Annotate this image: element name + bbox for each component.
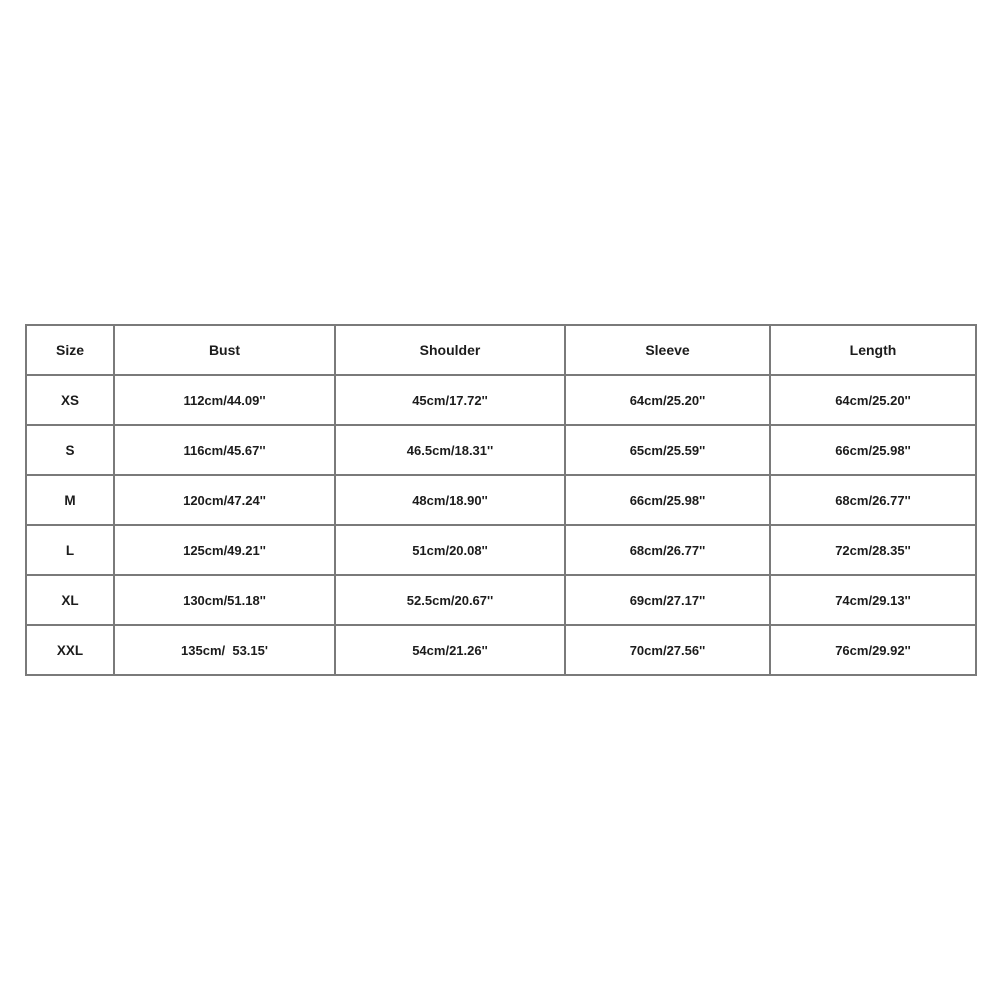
sleeve-cell: 65cm/25.59'' [565, 425, 770, 475]
size-cell: XXL [26, 625, 114, 675]
length-cell: 76cm/29.92'' [770, 625, 976, 675]
bust-cell: 125cm/49.21'' [114, 525, 335, 575]
length-cell: 74cm/29.13'' [770, 575, 976, 625]
size-cell: XL [26, 575, 114, 625]
size-chart-table [25, 324, 977, 676]
length-cell: 68cm/26.77'' [770, 475, 976, 525]
sleeve-cell: 66cm/25.98'' [565, 475, 770, 525]
size-cell: XS [26, 375, 114, 425]
header-sleeve: Sleeve [565, 325, 770, 375]
length-cell: 72cm/28.35'' [770, 525, 976, 575]
shoulder-cell: 54cm/21.26'' [335, 625, 565, 675]
size-chart [25, 324, 975, 675]
header-bust: Bust [114, 325, 335, 375]
shoulder-cell: 48cm/18.90'' [335, 475, 565, 525]
length-cell: 66cm/25.98'' [770, 425, 976, 475]
size-cell: S [26, 425, 114, 475]
length-cell: 64cm/25.20'' [770, 375, 976, 425]
sleeve-cell: 70cm/27.56'' [565, 625, 770, 675]
bust-cell: 135cm/ 53.15' [114, 625, 335, 675]
table-row [26, 375, 976, 425]
table-row [26, 425, 976, 475]
header-size: Size [26, 325, 114, 375]
bust-cell: 112cm/44.09'' [114, 375, 335, 425]
shoulder-cell: 45cm/17.72'' [335, 375, 565, 425]
shoulder-cell: 52.5cm/20.67'' [335, 575, 565, 625]
sleeve-cell: 69cm/27.17'' [565, 575, 770, 625]
shoulder-cell: 51cm/20.08'' [335, 525, 565, 575]
table-header-row [26, 325, 976, 375]
table-row [26, 575, 976, 625]
bust-cell: 130cm/51.18'' [114, 575, 335, 625]
sleeve-cell: 68cm/26.77'' [565, 525, 770, 575]
header-shoulder: Shoulder [335, 325, 565, 375]
size-cell: L [26, 525, 114, 575]
table-row [26, 625, 976, 675]
sleeve-cell: 64cm/25.20'' [565, 375, 770, 425]
bust-cell: 116cm/45.67'' [114, 425, 335, 475]
table-row [26, 525, 976, 575]
shoulder-cell: 46.5cm/18.31'' [335, 425, 565, 475]
table-row [26, 475, 976, 525]
size-cell: M [26, 475, 114, 525]
header-length: Length [770, 325, 976, 375]
bust-cell: 120cm/47.24'' [114, 475, 335, 525]
